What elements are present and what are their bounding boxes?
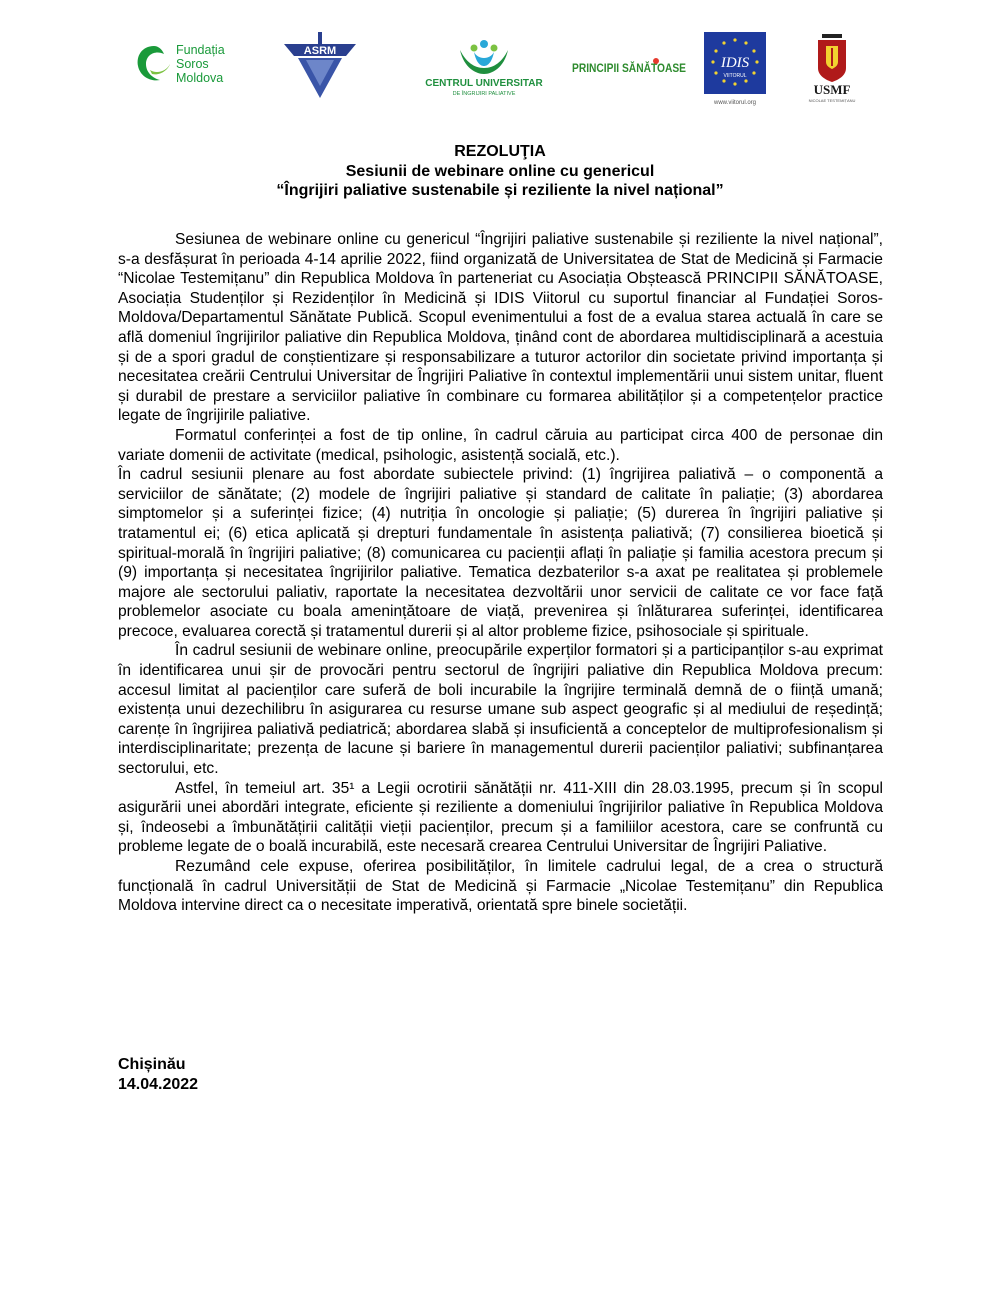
asrm-text: ASRM xyxy=(303,45,337,57)
paragraph: În cadrul sesiunii de webinare online, preocupările experților formatori și a participanților s-au exprimat în identificarea unui șir de provocări pentru sectorul de îngrijiri paliative din Republica Moldova precum: accesul limitat al pacienților care suferă de boli incurabile la îngrijire terminală demnă de o ființă umană; existența unui dezechilibru în asigurarea cu resurse umane sub aspect geografic și al mediului de reședință; carențe în îngrijirea paliativă pediatrică; abordarea slabă și insuficientă a conceptelor de multiprofesionalism și interdisciplinaritate; prezența de lacune și bariere în managementul durerii pacienților paliativi; subfinanțarea sectorului, etc. xyxy=(118,642,883,778)
idis-viitorul-logo xyxy=(702,32,768,106)
soros-line1: Fundația xyxy=(176,43,225,57)
idis-url: www.viitorul.org xyxy=(713,100,757,106)
centrul-line2: DE ÎNGRIJIRI PALIATIVE xyxy=(452,91,516,97)
usmf-sub: NICOLAE TESTEMIȚANU xyxy=(808,98,856,103)
document-body xyxy=(118,230,883,916)
paragraph: Astfel, în temeiul art. 35¹ a Legii ocrotirii sănătății nr. 411-XIII din 28.03.1995, precum și în scopul asigurării unei abordări integrate, eficiente și reziliente a domeniului îngrijirilor paliative în Republica Moldova și, îndeosebi a îmbunătățirii calității vieții pacienților, precum și a familiilor acestora, care se confruntă cu probleme legate de o boală incurabilă, este necesară crearea Centrului Universitar de Îngrijiri Paliative. xyxy=(118,779,883,856)
usmf-text: USMF xyxy=(813,82,851,97)
soros-line2: Soros xyxy=(176,57,209,71)
title-line-1: REZOLUŢIA xyxy=(454,143,546,160)
date: 14.04.2022 xyxy=(118,1076,199,1093)
idis-text: IDIS xyxy=(720,55,750,71)
centrul-line1: CENTRUL UNIVERSITAR xyxy=(425,78,543,89)
place: Chișinău xyxy=(118,1056,186,1073)
document-title xyxy=(100,142,900,201)
soros-line3: Moldova xyxy=(176,71,224,85)
centrul-universitar-logo xyxy=(416,34,552,96)
signature-block xyxy=(118,1055,198,1095)
paragraph: Formatul conferinței a fost de tip online, în cadrul căruia au participat circa 400 de personae din variate domenii de activitate (medical, psihologic, asistență socială, etc.). xyxy=(118,426,883,464)
paragraph: În cadrul sesiunii plenare au fost abordate subiectele privind: (1) îngrijirea paliativă – o componentă a serviciilor de sănătate; (2) modele de îngrijiri paliative și standard de calitate în paliație; (3) abordarea simptomelor și a suferinței fizice; (4) nutriția în oncologie și paliație; (5) durerea în îngrijiri paliative și tratamentul ei; (6) etica aplicată și drepturi fundamentale în asistența paliativă; (7) consilierea bioetică și spiritual-morală în îngrijiri paliative; (8) comunicarea cu pacienții aflați în paliație și familia acestora precum și (9) importanța și necesitatea îngrijirilor paliative. Tematica dezbaterilor s-a axat pe realitatea și problemele majore ale sectorului paliativ, raportate la necesitatea dezvoltării unor servicii de calitate ce vor face față problemelor asociate cu boala amenințătoare de viață, prevenirea și înlăturarea suferinței, identificarea precoce, evaluarea corectă și tratamentul durerii și al altor probleme fizice, psihosociale și spirituale. xyxy=(118,466,883,640)
asrm-logo xyxy=(280,30,360,100)
idis-sub: VIITORUL xyxy=(723,73,747,79)
principii-text: PRINCIPII SĂNĂTOASE xyxy=(572,61,706,75)
usmf-logo xyxy=(802,32,862,104)
paragraph: Sesiunea de webinare online cu genericul “Îngrijiri paliative sustenabile și reziliente la nivel național”, s-a desfășurat în perioada 4-14 aprilie 2022, fiind organizată de Universitatea de Stat de Medicină și Farmacie “Nicolae Testemițanu” din Republica Moldova în parteneriat cu Asociația Obștească PRINCIPII SĂNĂTOASE, Asociația Studenților și Rezidenților în Medicină și IDIS Viitorul cu suportul financiar al Fundației Soros- Moldova/Departamentul Sănătate Publică. Scopul evenimentului a fost de a evalua starea actuală în care se află domeniul îngrijirilor paliative din Republica Moldova, ținând cont de abordarea multidisciplinară a acestuia și de a spori gradul de conștientizare și responsabilizare a tuturor actorilor din societate privind importanța și necesitatea creării Centrului Universitar de Îngrijiri Paliative în contextul implementării unui sistem unitar, fluent și durabil de prestare a serviciilor paliative în combinare cu formarea abilităților și a competențelor practice legate de îngrijirile paliative. xyxy=(118,231,883,425)
logo-row xyxy=(120,30,880,105)
principii-sanatoase-logo xyxy=(572,52,706,82)
title-line-2: Sesiunii de webinare online cu genericul xyxy=(345,162,655,180)
soros-foundation-logo xyxy=(134,40,244,88)
paragraph: Rezumând cele expuse, oferirea posibilităților, în limitele cadrului legal, de a crea o structură funcțională în cadrul Universității de Stat de Medicină și Farmacie „Nicolae Testemițanu” din Republica Moldova intervine direct ca o necesitate imperativă, orientată spre binele societății. xyxy=(118,858,883,915)
title-line-3: “Îngrijiri paliative sustenabile și reziliente la nivel național” xyxy=(276,182,724,199)
